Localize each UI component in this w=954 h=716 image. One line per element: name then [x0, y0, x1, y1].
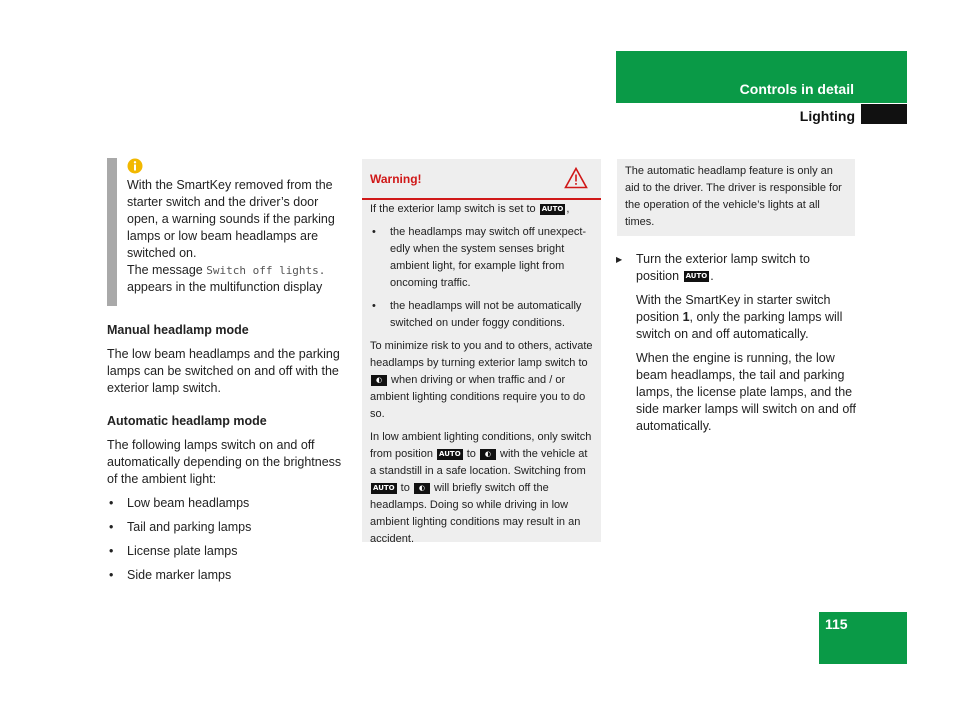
display-message: Switch off lights. — [206, 264, 326, 277]
step-text: . — [710, 269, 714, 283]
warning-text: when driving or when traffic and / or ambient lighting conditions require you to do so. — [370, 374, 586, 420]
key-position: 1 — [682, 310, 690, 324]
warning-text: In low ambient lighting conditions, only switch from position — [370, 431, 592, 460]
warning-text: with the vehicle at a standstill in a safe location. Switching from — [370, 448, 588, 477]
step-item — [616, 251, 856, 285]
warning-title: Warning! — [370, 172, 422, 186]
info-icon — [127, 158, 143, 174]
warning-body — [370, 201, 596, 554]
note-box — [617, 159, 855, 236]
auto-switch-icon: AUTO — [541, 204, 564, 213]
warning-paragraph — [370, 429, 596, 548]
low-beam-icon: ◐ — [480, 449, 496, 460]
info-note — [127, 177, 347, 296]
warning-paragraph — [370, 338, 596, 423]
warning-text: to — [463, 448, 479, 460]
step-text: Turn the exterior lamp switch to position — [636, 252, 810, 283]
page-number: 115 — [825, 616, 848, 632]
low-beam-icon: ◐ — [371, 375, 387, 386]
note-text: The automatic headlamp feature is only an aid to the driver. The driver is responsible for the operation of the vehicle’s lights at all times. — [625, 165, 842, 228]
warning-box — [362, 159, 601, 545]
warning-text: To minimize risk to you and to others, activate headlamps by turning exterior lamp switch to — [370, 340, 593, 369]
warning-text: will briefly switch off the headlamps. Doing so while driving in low ambient lighting conditions may result in an accident. — [370, 482, 581, 545]
list-item: • Side marker lamps — [107, 567, 347, 584]
info-text: appears in the multifunction display — [127, 280, 323, 294]
step-text: With the SmartKey in starter switch position — [636, 293, 831, 324]
list-item: • Tail and parking lamps — [107, 519, 347, 536]
info-paragraph: With the SmartKey removed from the starter switch and the driver’s door open, a warning sounds if the parking lamps or low beam headlamps are switched on. — [127, 178, 335, 260]
auto-switch-icon: AUTO — [439, 449, 461, 458]
warning-text: , — [566, 203, 570, 215]
list-item: • License plate lamps — [107, 543, 347, 560]
manual-text: The low beam headlamps and the parking lamps can be switched on and off with the exterior lamp switch. — [107, 347, 340, 395]
warning-bullet: • the headlamps may switch off unexpect-edly when the system senses bright ambient light, for example light from oncoming traffic. — [370, 224, 596, 292]
warning-text: to — [397, 482, 413, 494]
manual-heading: Manual headlamp mode — [107, 323, 249, 337]
warning-intro — [370, 201, 596, 218]
automatic-text: The following lamps switch on and off automatically depending on the brightness of the ambient light: — [107, 438, 342, 486]
info-text: The message — [127, 263, 207, 277]
auto-switch-icon: AUTO — [685, 272, 708, 281]
step-text: , only the parking lamps will switch on and off automatically. — [636, 310, 843, 341]
auto-switch-icon: AUTO — [373, 483, 395, 492]
step-paragraph — [616, 292, 856, 343]
low-beam-icon: ◐ — [414, 483, 430, 494]
instruction-steps — [616, 251, 856, 442]
info-paragraph-message — [127, 262, 347, 296]
automatic-heading: Automatic headlamp mode — [107, 414, 267, 428]
step-paragraph: When the engine is running, the low beam headlamps, the tail and parking lamps, the license plate lamps, and the side marker lamps will switch on and off automatically. — [636, 351, 856, 433]
warning-triangle-icon — [564, 167, 588, 189]
section-title: Controls in detail — [739, 81, 854, 97]
info-sidebar-bar — [107, 158, 117, 306]
header-tab-marker — [861, 104, 907, 124]
list-item: • Low beam headlamps — [107, 495, 347, 512]
automatic-section — [107, 413, 347, 584]
warning-bullet: • the headlamps will not be automatically switched on under foggy conditions. — [370, 298, 596, 332]
section-subtitle: Lighting — [799, 108, 855, 124]
warning-text: If the exterior lamp switch is set to — [370, 203, 539, 215]
manual-section — [107, 322, 347, 397]
warning-header — [362, 159, 601, 200]
